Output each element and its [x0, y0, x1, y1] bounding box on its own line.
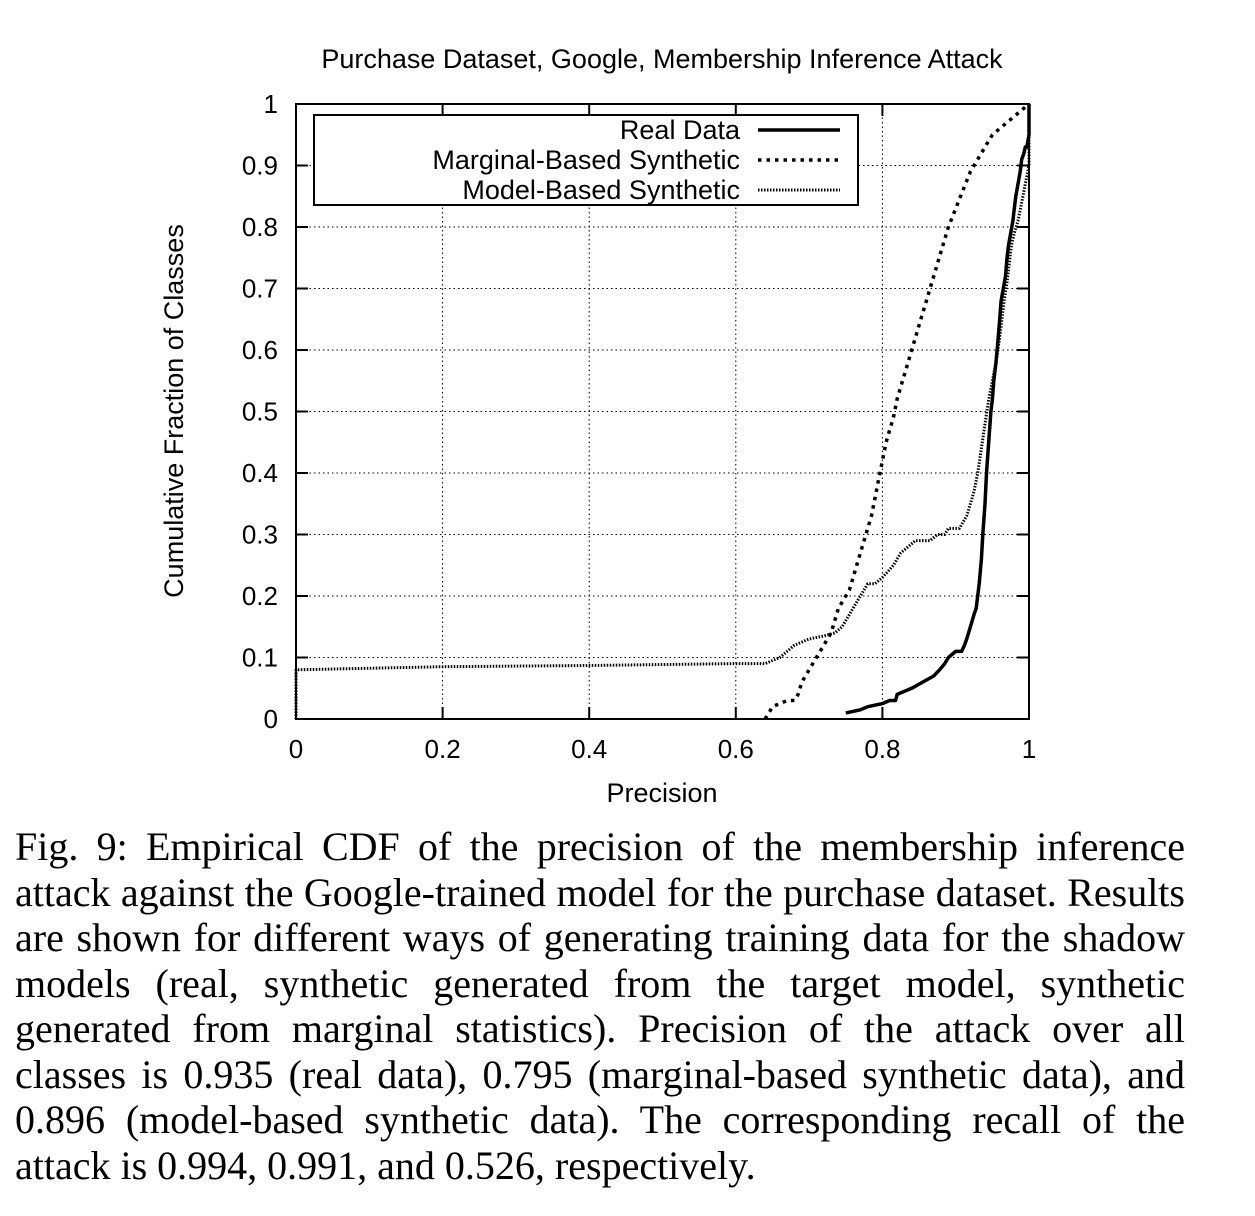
y-tick-label: 0.2 — [241, 581, 278, 611]
y-tick-label: 0.4 — [241, 458, 278, 488]
x-tick-label: 1 — [1021, 734, 1037, 764]
x-tick-label: 0.2 — [424, 734, 461, 764]
y-tick-label: 0.9 — [241, 150, 278, 181]
x-tick-label: 0 — [288, 734, 304, 764]
legend-label-real-data: Real Data — [619, 115, 740, 145]
legend — [314, 115, 858, 205]
figure-caption: Fig. 9: Empirical CDF of the precision of the membership inference attack against the Google-trained model for the purchase dataset. Results are shown for different ways of generating training data for the shadow models (real, synthetic generated from the target model, synthetic generated from marginal statistics). Precision of the attack over all classes is 0.935 (real data), 0.795 (marginal-based synthetic data), and 0.896 (model-based synthetic data). The corresponding recall of the attack is 0.994, 0.991, and 0.526, respectively. — [15, 824, 1185, 1188]
y-tick-label: 1 — [263, 89, 278, 119]
y-tick-label: 0 — [263, 704, 278, 734]
y-tick-label: 0.8 — [241, 212, 278, 242]
x-axis-label: Precision — [606, 778, 718, 808]
legend-label-marginal-based-synthetic: Marginal-Based Synthetic — [432, 145, 740, 175]
x-tick-label: 0.8 — [864, 734, 901, 764]
x-tick-label: 0.4 — [571, 734, 608, 764]
y-tick-label: 0.1 — [241, 642, 278, 673]
y-tick-label: 0.7 — [241, 273, 278, 304]
x-tick-labels — [289, 734, 1036, 764]
y-tick-label: 0.5 — [241, 396, 278, 427]
x-tick-label: 0.6 — [717, 734, 754, 764]
legend-label-model-based-synthetic: Model-Based Synthetic — [462, 175, 740, 205]
y-tick-labels — [242, 89, 278, 734]
chart-title: Purchase Dataset, Google, Membership Inference Attack — [321, 44, 1003, 74]
series-line-real-data — [846, 104, 1029, 713]
y-tick-label: 0.3 — [241, 519, 278, 550]
y-axis-label: Cumulative Fraction of Classes — [159, 224, 189, 598]
y-tick-label: 0.6 — [241, 335, 278, 365]
